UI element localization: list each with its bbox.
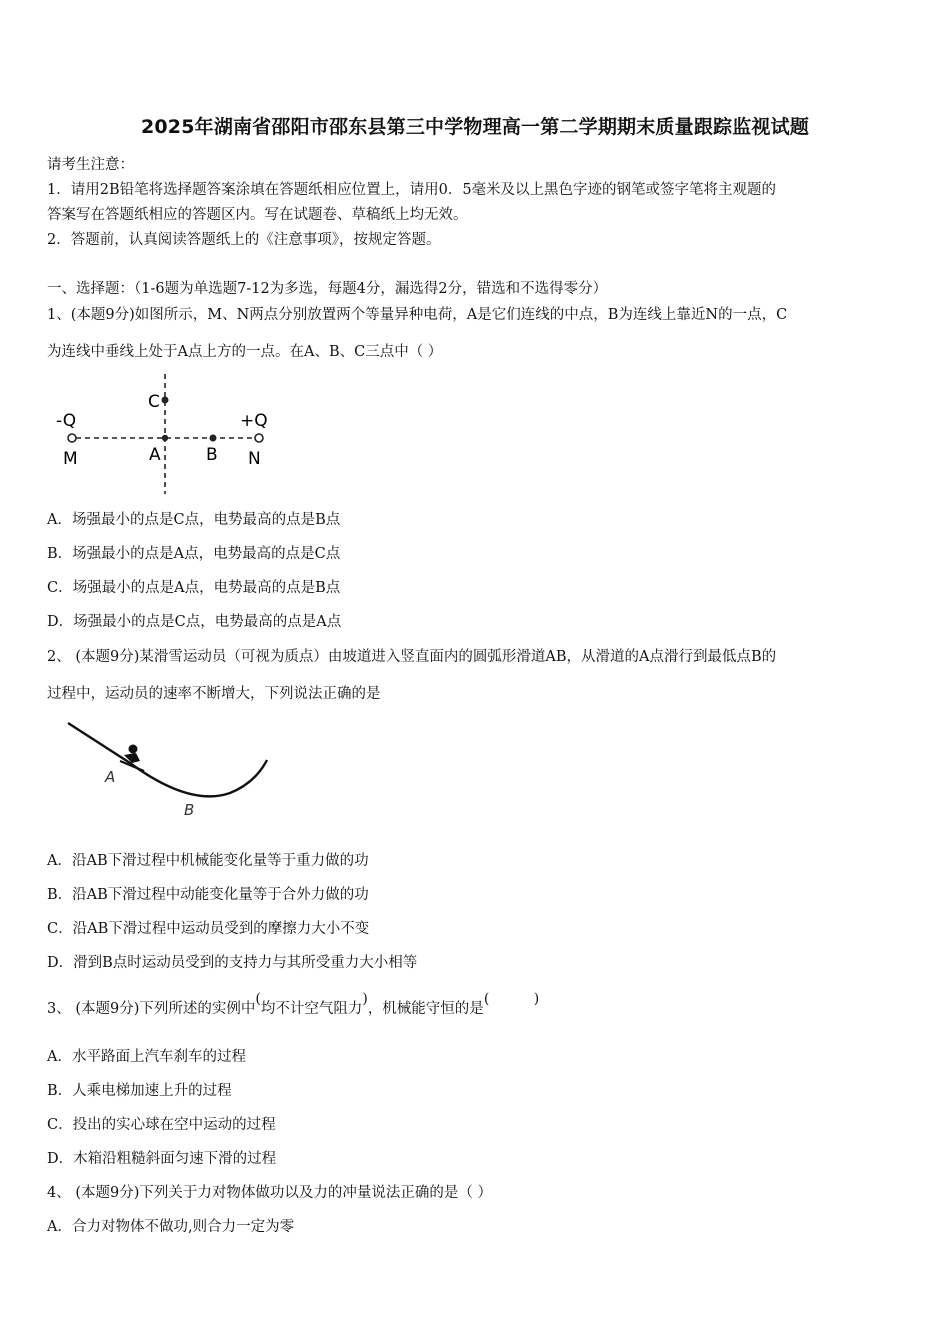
section-heading: 一、选择题：（1-6题为单选题7-12为多选，每题4分，漏选得2分，错选和不选得零分） [47,281,608,297]
ski-track-path [68,723,267,796]
q2-option-c: C．沿AB下滑过程中运动员受到的摩擦力大小不变 [47,921,370,937]
q1-option-b: B．场强最小的点是A点，电势最高的点是C点 [47,546,341,562]
q3-option-b: B．人乘电梯加速上升的过程 [47,1083,232,1099]
q2-option-b: B．沿AB下滑过程中动能变化量等于合外力做的功 [47,887,369,903]
q2-option-d: D．滑到B点时运动员受到的支持力与其所受重力大小相等 [47,955,418,971]
q1-option-a: A．场强最小的点是C点，电势最高的点是B点 [47,512,341,528]
q3-answer-blank: ( ) [483,991,540,1007]
q3-option-a: A．水平路面上汽车刹车的过程 [47,1049,246,1065]
point-a-icon [162,435,168,441]
label-pos-q: +Q [240,411,268,431]
q3-stem-suffix: ，机械能守恒的是 [367,1001,484,1017]
notice-heading: 请考生注意： [47,157,134,173]
q1-charge-figure [52,370,282,498]
label-c: C [148,392,160,412]
q2-stem-line-2: 过程中，运动员的速率不断增大，下列说法正确的是 [47,686,381,702]
notice-line-1: 1．请用2B铅笔将选择题答案涂填在答题纸相应位置上，请用0．5毫米及以上黑色字迹的钢笔或签字笔将主观题的 [47,182,777,198]
q4-option-a: A．合力对物体不做功,则合力一定为零 [47,1219,295,1235]
notice-line-3: 2．答题前，认真阅读答题纸上的《注意事项》，按规定答题。 [47,232,441,248]
notice-line-2: 答案写在答题纸相应的答题区内。写在试题卷、草稿纸上均无效。 [47,207,468,223]
q1-option-d: D．场强最小的点是C点，电势最高的点是A点 [47,614,342,630]
q3-paren-open: ( [255,991,261,1007]
q2-option-a: A．沿AB下滑过程中机械能变化量等于重力做的功 [47,853,369,869]
q2-stem-line-1: 2、 (本题9分)某滑雪运动员（可视为质点）由坡道进入竖直面内的圆弧形滑道AB，从滑道的A点滑行到最低点B的 [47,649,777,665]
label-b: B [206,445,218,465]
label-m: M [63,449,78,469]
label-b: B [184,801,195,819]
q3-paren-close: ) [362,991,368,1007]
q1-stem-line-1: 1、(本题9分)如图所示，M、N两点分别放置两个等量异种电荷，A是它们连线的中点，B为连线上靠近N的一点，C [47,307,788,323]
page-title: 2025年湖南省邵阳市邵东县第三中学物理高一第二学期期末质量跟踪监视试题 [140,116,810,138]
q3-stem-mid: 均不计空气阻力 [260,1001,363,1017]
point-b-icon [210,435,217,442]
q3-option-d: D．木箱沿粗糙斜面匀速下滑的过程 [47,1151,277,1167]
label-n: N [248,449,261,469]
label-a: A [105,768,116,786]
label-neg-q: -Q [56,411,77,431]
q2-ski-track-figure [60,715,280,825]
q3-option-c: C．投出的实心球在空中运动的过程 [47,1117,276,1133]
point-c-icon [162,397,169,404]
label-a: A [149,445,161,465]
q4-stem: 4、 (本题9分)下列关于力对物体做功以及力的冲量说法正确的是（ ） [47,1185,492,1201]
charge-m-icon [68,434,76,442]
q3-stem [47,991,540,1018]
q1-stem-line-2: 为连线中垂线上处于A点上方的一点。在A、B、C三点中（ ） [47,344,443,360]
q1-option-c: C．场强最小的点是A点，电势最高的点是B点 [47,580,341,596]
q3-stem-prefix: 3、 (本题9分)下列所述的实例中 [47,1001,256,1017]
charge-n-icon [255,434,263,442]
